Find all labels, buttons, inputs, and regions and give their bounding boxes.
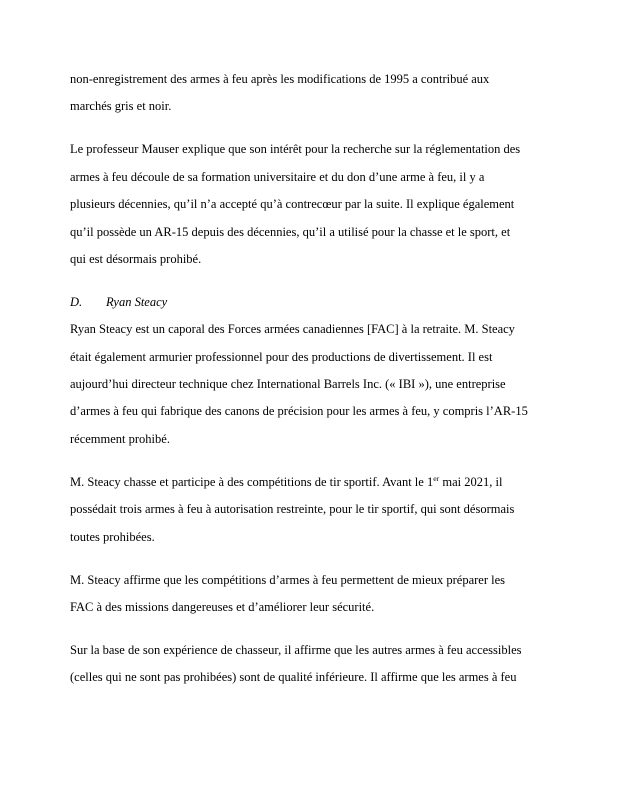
text-line: M. Steacy chasse et participe à des compétitions de tir sportif. Avant le 1er mai 2021, il [70,473,503,489]
text-line: qui est désormais prohibé. [70,251,202,266]
paragraph [70,469,555,551]
text-line: toutes prohibées. [70,529,155,544]
text-line: Le professeur Mauser explique que son intérêt pour la recherche sur la réglementation des [70,142,521,157]
text-line: armes à feu découle de sa formation universitaire et du don d’une arme à feu, il y a [70,169,485,184]
text-line: était également armurier professionnel pour des productions de divertissement. Il est [70,349,493,364]
paragraph [70,66,555,121]
heading-label: D. [70,294,83,309]
text-line: récemment prohibé. [70,431,170,446]
text-line: M. Steacy affirme que les compétitions d’armes à feu permettent de mieux préparer les [70,572,506,587]
paragraph [70,316,555,453]
text-line: possédait trois armes à feu à autorisation restreinte, pour le tir sportif, qui sont désormais [70,502,515,517]
text-line: aujourd’hui directeur technique chez International Barrels Inc. (« IBI »), une entreprise [70,377,506,392]
section-heading [70,289,555,316]
text-line: (celles qui ne sont pas prohibées) sont de qualité inférieure. Il affirme que les armes à feu [70,670,517,685]
paragraph [70,136,555,273]
text-line: qu’il possède un AR-15 depuis des décennies, qu’il a utilisé pour la chasse et le sport, et [70,224,511,239]
heading-title: Ryan Steacy [106,294,168,309]
text-line: d’armes à feu qui fabrique des canons de précision pour les armes à feu, y compris l’AR-15 [70,404,528,419]
text-line: FAC à des missions dangereuses et d’améliorer leur sécurité. [70,599,375,614]
text-line: non-enregistrement des armes à feu après les modifications de 1995 a contribué aux [70,72,490,86]
heading-line [70,289,555,316]
paragraph [70,637,555,692]
text-line: marchés gris et noir. [70,99,172,114]
text-line: Ryan Steacy est un caporal des Forces armées canadiennes [FAC] à la retraite. M. Steacy [70,322,515,337]
text-line: Sur la base de son expérience de chasseur, il affirme que les autres armes à feu accessibles [70,642,522,657]
text-line: plusieurs décennies, qu’il n’a accepté qu’à contrecœur par la suite. Il explique également [70,197,515,212]
paragraph [70,567,555,622]
